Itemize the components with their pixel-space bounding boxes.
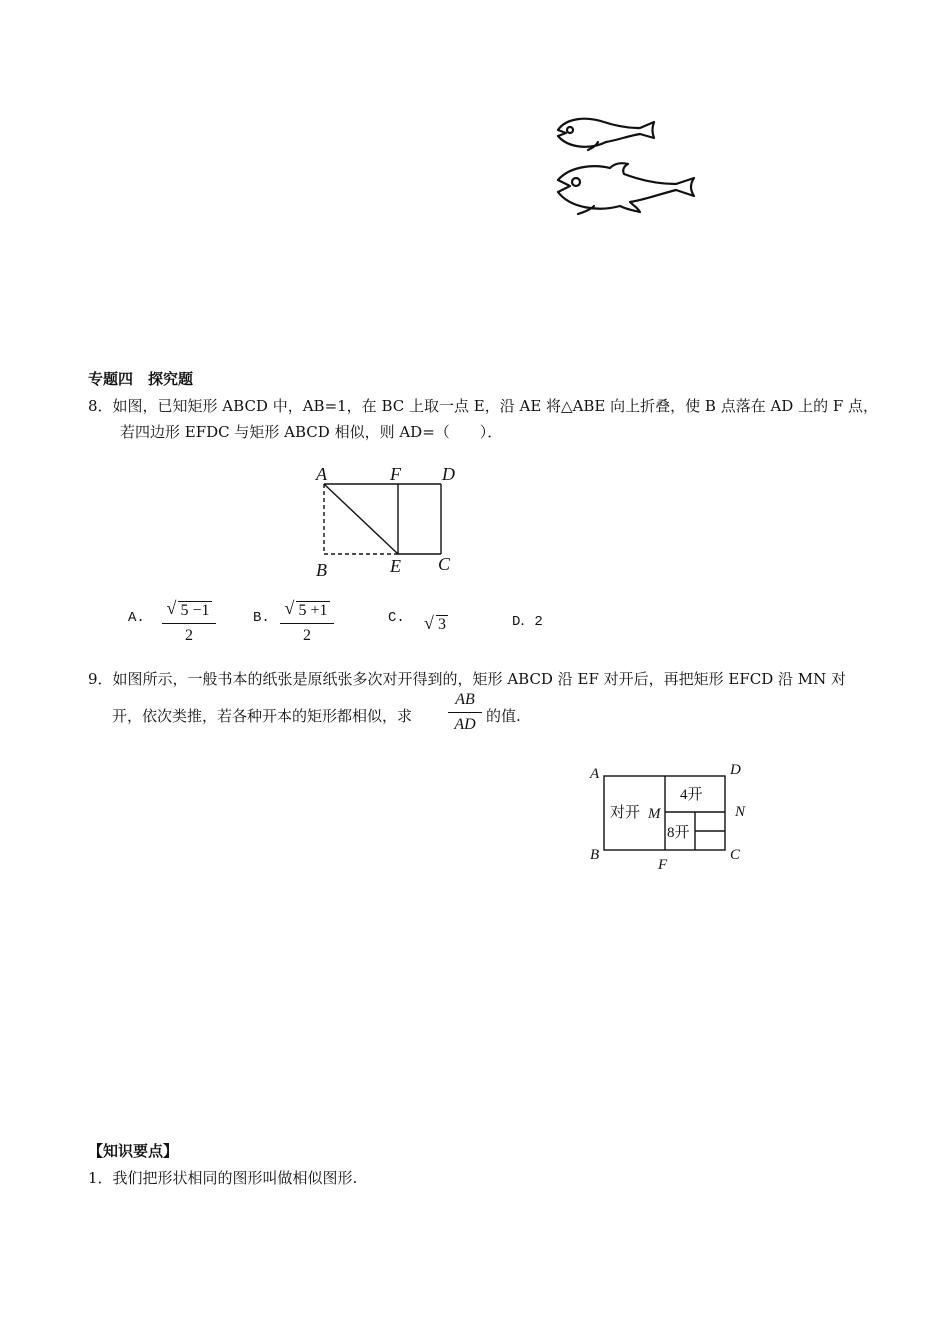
- label-A: A: [316, 464, 327, 484]
- label-N: N: [735, 804, 746, 820]
- q8-text-line2: 若四边形 EFDC 与矩形 ABCD 相似，则 AD=（ ）．: [120, 423, 503, 441]
- label-D: D: [442, 464, 455, 484]
- knowledge-title: 【知识要点】: [88, 1142, 179, 1160]
- big-fish: [558, 163, 694, 214]
- q9-text-line1: 9．如图所示，一般书本的纸张是原纸张多次对开得到的，矩形 ABCD 沿 EF 对开后，再把矩形 EFCD 沿 MN 对: [88, 670, 847, 688]
- fish-figure: [548, 108, 708, 220]
- label-M: M: [648, 806, 661, 822]
- label-eight: 8开: [667, 825, 690, 841]
- label-B: B: [590, 847, 600, 863]
- label-four: 4开: [680, 787, 703, 803]
- option-a-label: A.: [128, 610, 145, 626]
- label-A: A: [590, 766, 600, 782]
- label-F: F: [390, 464, 401, 484]
- option-a-fraction: √ 5 −1 2: [162, 600, 216, 647]
- label-D: D: [730, 762, 741, 778]
- label-duikai: 对开: [610, 805, 641, 821]
- knowledge-point-1: 1．我们把形状相同的图形叫做相似图形.: [88, 1169, 358, 1187]
- option-c-label: C.: [388, 610, 405, 626]
- q9-text-line2-post: 的值.: [486, 707, 521, 725]
- label-C: C: [730, 847, 741, 863]
- small-fish: [558, 119, 654, 150]
- option-a-denominator: 2: [185, 627, 193, 644]
- q9-paper-figure: [584, 758, 754, 874]
- option-b-numerator: 5 +1: [298, 602, 328, 619]
- q9-fraction-denominator: AD: [454, 716, 476, 733]
- option-d: D．2: [512, 614, 543, 630]
- q9-fraction-numerator: AB: [455, 691, 475, 708]
- label-C: C: [438, 554, 451, 574]
- q8-text-line1: 8．如图，已知矩形 ABCD 中，AB=1，在 BC 上取一点 E，沿 AE 将△ABE 向上折叠，使 B 点落在 AD 上的 F 点，: [88, 397, 879, 415]
- section-title: 专题四 探究题: [88, 370, 194, 388]
- label-E: E: [390, 556, 401, 576]
- option-b-label: B.: [253, 610, 270, 626]
- q8-rectangle-figure: [310, 462, 460, 582]
- q9-fraction: [448, 689, 482, 736]
- label-F: F: [658, 857, 668, 873]
- q9-text-line2-pre: 开，依次类推，若各种开本的矩形都相似，求: [112, 707, 413, 725]
- option-a-numerator: 5 −1: [180, 602, 210, 619]
- option-b-denominator: 2: [303, 627, 311, 644]
- label-B: B: [316, 560, 327, 580]
- option-c-value: √ 3: [424, 613, 446, 633]
- option-b-fraction: √ 5 +1 2: [280, 600, 334, 647]
